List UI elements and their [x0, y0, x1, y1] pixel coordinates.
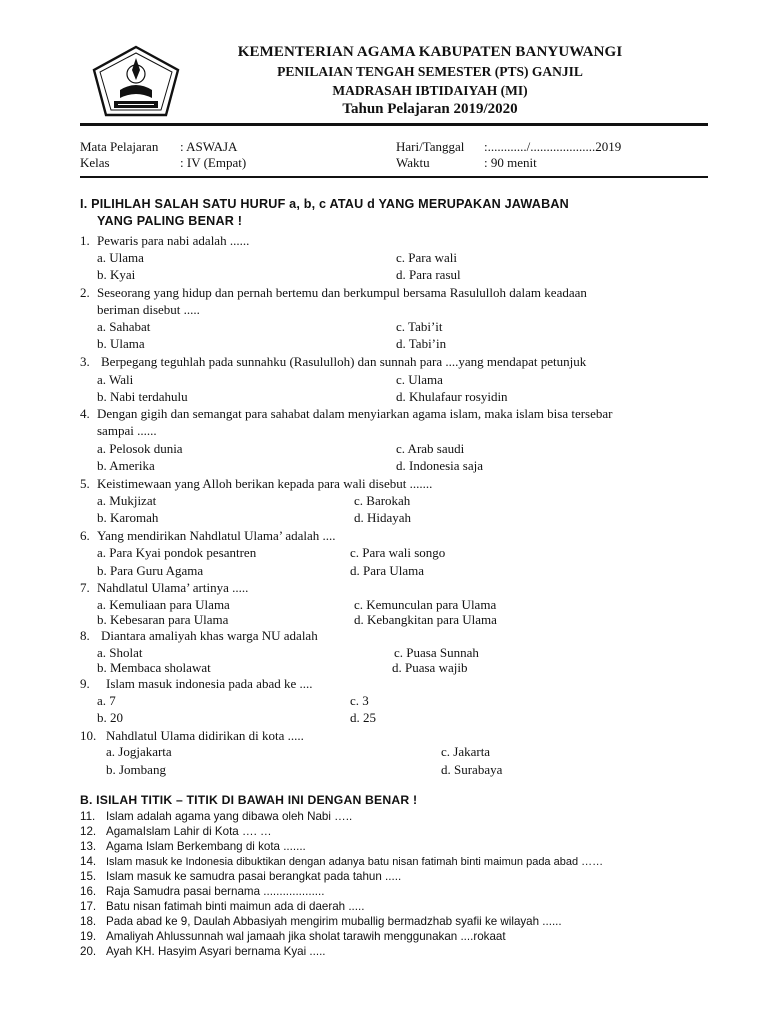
class-label: Kelas — [80, 155, 110, 170]
q8-option-d: d. Puasa wajib — [392, 660, 468, 675]
q13-number: 13. — [80, 840, 97, 853]
q7-option-b: b. Kebesaran para Ulama — [97, 612, 229, 627]
date-label: Hari/Tanggal — [396, 139, 465, 154]
q2-option-c: c. Tabi’it — [396, 319, 443, 334]
q6-text: Yang mendirikan Nahdlatul Ulama’ adalah .... — [97, 528, 336, 543]
q2-option-b: b. Ulama — [97, 336, 145, 351]
q11-number: 11. — [80, 810, 96, 823]
q4-number: 4. — [80, 406, 90, 421]
q6-option-d: d. Para Ulama — [350, 563, 425, 578]
q10-option-d: d. Surabaya — [441, 762, 503, 777]
q6-option-b: b. Para Guru Agama — [97, 563, 204, 578]
q16-number: 16. — [80, 885, 97, 898]
q6-number: 6. — [80, 528, 90, 543]
q3-option-d: d. Khulafaur rosyidin — [396, 389, 508, 404]
q7-text: Nahdlatul Ulama’ artinya ..... — [97, 580, 249, 595]
q1-text: Pewaris para nabi adalah ...... — [97, 233, 250, 248]
q4-option-a: a. Pelosok dunia — [97, 441, 183, 456]
time-label: Waktu — [396, 155, 430, 170]
time-value: : 90 menit — [484, 155, 537, 170]
q18-text: Pada abad ke 9, Daulah Abbasiyah mengirim muballig bermadzhab syafii ke wilayah ...... — [106, 915, 562, 928]
q9-option-a: a. 7 — [97, 693, 116, 708]
q20-number: 20. — [80, 945, 97, 958]
q2-option-d: d. Tabi’in — [396, 336, 447, 351]
q12-text: AgamaIslam Lahir di Kota …. … — [106, 825, 272, 838]
q9-option-b: b. 20 — [97, 710, 123, 725]
q9-option-d: d. 25 — [350, 710, 376, 725]
q3-option-b: b. Nabi terdahulu — [97, 389, 188, 404]
q5-text: Keistimewaan yang Alloh berikan kepada para wali disebut ....... — [97, 476, 433, 491]
header-year: Tahun Pelajaran 2019/2020 — [342, 101, 518, 117]
header-divider — [80, 123, 708, 126]
q9-number: 9. — [80, 676, 90, 691]
q16-text: Raja Samudra pasai bernama ................... — [106, 885, 325, 898]
q4-text-cont: sampai ...... — [97, 423, 157, 438]
q13-text: Agama Islam Berkembang di kota ....... — [106, 840, 306, 853]
q3-option-c: c. Ulama — [396, 372, 443, 387]
q10-number: 10. — [80, 728, 97, 743]
q8-text: Diantara amaliyah khas warga NU adalah — [101, 628, 318, 643]
q2-option-a: a. Sahabat — [97, 319, 151, 334]
q8-option-c: c. Puasa Sunnah — [394, 645, 479, 660]
q4-option-b: b. Amerika — [97, 458, 155, 473]
q3-option-a: a. Wali — [97, 372, 134, 387]
q15-number: 15. — [80, 870, 97, 883]
q10-option-a: a. Jogjakarta — [106, 744, 172, 759]
q1-option-a: a. Ulama — [97, 250, 144, 265]
q7-option-d: d. Kebangkitan para Ulama — [354, 612, 497, 627]
q6-option-a: a. Para Kyai pondok pesantren — [97, 545, 257, 560]
q1-option-b: b. Kyai — [97, 267, 136, 282]
q8-number: 8. — [80, 628, 90, 643]
header-ministry: KEMENTERIAN AGAMA KABUPATEN BANYUWANGI — [237, 44, 623, 60]
q5-number: 5. — [80, 476, 90, 491]
q5-option-b: b. Karomah — [97, 510, 159, 525]
section1-title-cont: YANG PALING BENAR ! — [97, 214, 243, 228]
q19-text: Amaliyah Ahlussunnah wal jamaah jika sholat tarawih menggunakan ....rokaat — [106, 930, 506, 943]
q14-number: 14. — [80, 855, 97, 868]
q2-number: 2. — [80, 285, 90, 300]
header-school: MADRASAH IBTIDAIYAH (MI) — [332, 83, 528, 98]
q10-option-c: c. Jakarta — [441, 744, 491, 759]
q11-text: Islam adalah agama yang dibawa oleh Nabi ….. — [106, 810, 353, 823]
subject-label: Mata Pelajaran — [80, 139, 159, 154]
q5-option-a: a. Mukjizat — [97, 493, 157, 508]
q3-text: Berpegang teguhlah pada sunnahku (Rasululloh) dan sunnah para ....yang mendapat petunjuk — [101, 354, 587, 369]
q2-text-cont: beriman disebut ..... — [97, 302, 200, 317]
q20-text: Ayah KH. Hasyim Asyari bernama Kyai ..... — [106, 945, 326, 958]
q3-number: 3. — [80, 354, 90, 369]
q15-text: Islam masuk ke samudra pasai berangkat pada tahun ..... — [106, 870, 402, 883]
q5-option-c: c. Barokah — [354, 493, 411, 508]
date-value: :............/....................2019 — [484, 139, 622, 154]
q17-number: 17. — [80, 900, 97, 913]
q9-text: Islam masuk indonesia pada abad ke .... — [106, 676, 313, 691]
class-value: : IV (Empat) — [180, 155, 247, 170]
info-divider — [80, 176, 708, 178]
q1-number: 1. — [80, 233, 90, 248]
q8-option-a: a. Sholat — [97, 645, 143, 660]
q7-option-c: c. Kemunculan para Ulama — [354, 597, 497, 612]
q6-option-c: c. Para wali songo — [350, 545, 446, 560]
q17-text: Batu nisan fatimah binti maimun ada di daerah ..... — [106, 900, 365, 913]
q4-option-d: d. Indonesia saja — [396, 458, 484, 473]
section2-title: B. ISILAH TITIK – TITIK DI BAWAH INI DENGAN BENAR ! — [80, 793, 418, 807]
q1-option-c: c. Para wali — [396, 250, 458, 265]
header-exam: PENILAIAN TENGAH SEMESTER (PTS) GANJIL — [277, 64, 583, 79]
q1-option-d: d. Para rasul — [396, 267, 461, 282]
q18-number: 18. — [80, 915, 97, 928]
q4-option-c: c. Arab saudi — [396, 441, 465, 456]
q10-text: Nahdlatul Ulama didirikan di kota ..... — [106, 728, 304, 743]
q9-option-c: c. 3 — [350, 693, 369, 708]
section1-title: I. PILIHLAH SALAH SATU HURUF a, b, c ATAU d YANG MERUPAKAN JAWABAN — [80, 197, 569, 211]
q7-number: 7. — [80, 580, 90, 595]
q19-number: 19. — [80, 930, 97, 943]
q7-option-a: a. Kemuliaan para Ulama — [97, 597, 230, 612]
q2-text: Seseorang yang hidup dan pernah bertemu dan berkumpul bersama Rasululloh dalam keadaan — [97, 285, 587, 300]
q5-option-d: d. Hidayah — [354, 510, 412, 525]
q12-number: 12. — [80, 825, 97, 838]
subject-value: : ASWAJA — [180, 139, 238, 154]
q8-option-b: b. Membaca sholawat — [97, 660, 211, 675]
q4-text: Dengan gigih dan semangat para sahabat dalam menyiarkan agama islam, maka islam bisa tersebar — [97, 406, 613, 421]
q14-text: Islam masuk ke Indonesia dibuktikan dengan adanya batu nisan fatimah binti maimun pada abad …… — [106, 856, 604, 868]
q10-option-b: b. Jombang — [106, 762, 166, 777]
